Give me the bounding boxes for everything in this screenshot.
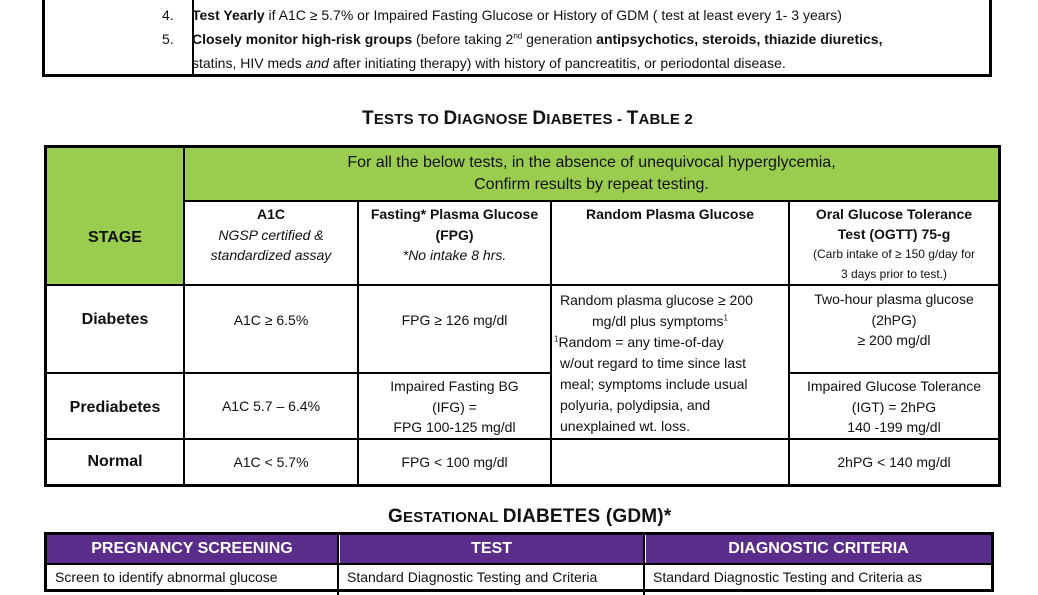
title-cap: D [443, 108, 458, 129]
header-note: (Carb intake of ≥ 150 g/day for [812, 247, 975, 261]
list-item-heading: Closely monitor high-risk groups [192, 31, 413, 47]
gdm-cell: Standard Diagnostic Testing and Criteria [347, 569, 598, 585]
title-cap: T [626, 108, 639, 129]
cell-line: w/out regard to time since last [560, 355, 746, 371]
grid-line [47, 284, 998, 286]
footnote-mark: 1 [723, 313, 728, 323]
header-note: NGSP certified & [218, 226, 324, 243]
cell-line: 140 -199 mg/dl [847, 419, 941, 435]
grid-line [47, 563, 991, 565]
cell-line: Random = any time-of-day [558, 334, 724, 350]
footnote-mark: 1 [554, 334, 559, 344]
random-header: Random Plasma Glucose [585, 206, 755, 222]
list-item-heading: Test Yearly [192, 7, 265, 23]
normal-a1c: A1C < 5.7% [233, 454, 309, 470]
title-cap: D [532, 108, 547, 129]
title-cap: D [502, 506, 517, 527]
cell-line: unexplained wt. loss. [560, 418, 690, 434]
title-smallcaps: IABETES (GDM)* [516, 506, 672, 527]
list-item-text: (before taking 2 [412, 31, 514, 47]
gdm-cell: Standard Diagnostic Testing and Criteria as [653, 569, 923, 585]
gdm-header-screening: PREGNANCY SCREENING [47, 535, 337, 563]
cell-line: Impaired Glucose Tolerance [806, 378, 982, 394]
title-smallcaps: IAGNOSE [457, 111, 533, 128]
cell-line: Random plasma glucose ≥ 200 [560, 292, 753, 308]
stage-diabetes: Diabetes [81, 311, 149, 328]
grid-line [183, 200, 998, 202]
grid-line [788, 372, 998, 374]
list-item-drugs: antipsychotics, steroids, thiazide diuretics, [596, 31, 883, 47]
header-title: Oral Glucose Tolerance [815, 206, 973, 222]
stage-header-bg [47, 148, 183, 284]
gdm-title [388, 506, 671, 528]
cell-line: Two-hour plasma glucose [814, 291, 974, 307]
cell-line: ≥ 200 mg/dl [857, 332, 931, 348]
list-number: 5. [162, 31, 174, 47]
table2-title [362, 108, 693, 130]
header-note: 3 days prior to test.) [840, 267, 948, 281]
banner-line: Confirm results by repeat testing. [474, 176, 709, 193]
prediabetes-ogtt [790, 376, 998, 438]
stage-header: STAGE [88, 229, 142, 246]
title-smallcaps: ESTS TO [373, 111, 444, 128]
header-title: Test (OGTT) 75-g [837, 226, 951, 242]
cell-line: mg/dl plus symptoms [592, 313, 724, 329]
diabetes-ogtt [790, 289, 998, 351]
grid-line [47, 438, 998, 440]
cell-line: Impaired Fasting BG [390, 378, 519, 394]
list-item-emphasis: and [305, 55, 329, 71]
header-title: A1C [256, 206, 285, 222]
diabetes-a1c: A1C ≥ 6.5% [233, 312, 309, 328]
a1c-header [185, 204, 357, 266]
stage-prediabetes: Prediabetes [69, 399, 161, 416]
gdm-table [44, 532, 994, 592]
cell-line: FPG 100-125 mg/dl [393, 419, 516, 435]
title-smallcaps: ABLE 2 [638, 111, 693, 128]
title-smallcaps: ESTATIONAL [402, 509, 503, 526]
gdm-header-criteria: DIAGNOSTIC CRITERIA [646, 535, 991, 563]
grid-line [47, 372, 552, 374]
cell-line: meal; symptoms include usual [560, 376, 748, 392]
cell-line: (IFG) = [432, 398, 477, 415]
stage-normal: Normal [87, 453, 143, 470]
list-item-5 [162, 28, 882, 50]
fpg-header [359, 204, 550, 266]
header-note: *No intake 8 hrs. [402, 247, 507, 263]
list-number: 4. [162, 7, 174, 23]
list-item-text: statins, HIV meds [192, 55, 306, 71]
grid-line [643, 535, 645, 595]
gdm-header-test: TEST [340, 535, 643, 563]
diabetes-fpg: FPG ≥ 126 mg/dl [401, 312, 508, 328]
grid-line [337, 535, 339, 595]
title-cap: T [362, 108, 374, 129]
banner-line: For all the below tests, in the absence of unequivocal hyperglycemia, [347, 154, 836, 171]
prediabetes-fpg [359, 376, 550, 438]
title-smallcaps: IABETES - [546, 111, 627, 128]
title-cap: G [388, 506, 403, 527]
header-note: standardized assay [210, 247, 332, 263]
gdm-cell: Screen to identify abnormal glucose [55, 569, 278, 585]
diagnosis-table [44, 145, 1001, 487]
normal-fpg: FPG < 100 mg/dl [401, 454, 508, 470]
list-item-5-continued [162, 52, 786, 74]
random-glucose-cell [552, 290, 788, 437]
banner-text [185, 152, 998, 196]
prediabetes-a1c: A1C 5.7 – 6.4% [221, 398, 321, 414]
normal-ogtt: 2hPG < 140 mg/dl [837, 454, 951, 470]
list-item-text: if A1C ≥ 5.7% or Impaired Fasting Glucose or History of GDM ( test at least every 1- 3 years) [264, 7, 842, 23]
list-item-4 [162, 4, 842, 26]
ogtt-header [790, 204, 998, 284]
list-item-text: generation [522, 31, 597, 47]
cell-line: polyuria, polydipsia, and [560, 397, 711, 413]
superscript: nd [513, 31, 523, 41]
header-title: (FPG) [435, 226, 474, 243]
list-item-text: after initiating therapy) with history of pancreatitis, or periodontal disease. [328, 55, 786, 71]
cell-line: (IGT) = 2hPG [851, 398, 937, 415]
header-title: Fasting* Plasma Glucose [370, 206, 539, 222]
cell-line: (2hPG) [871, 311, 917, 328]
